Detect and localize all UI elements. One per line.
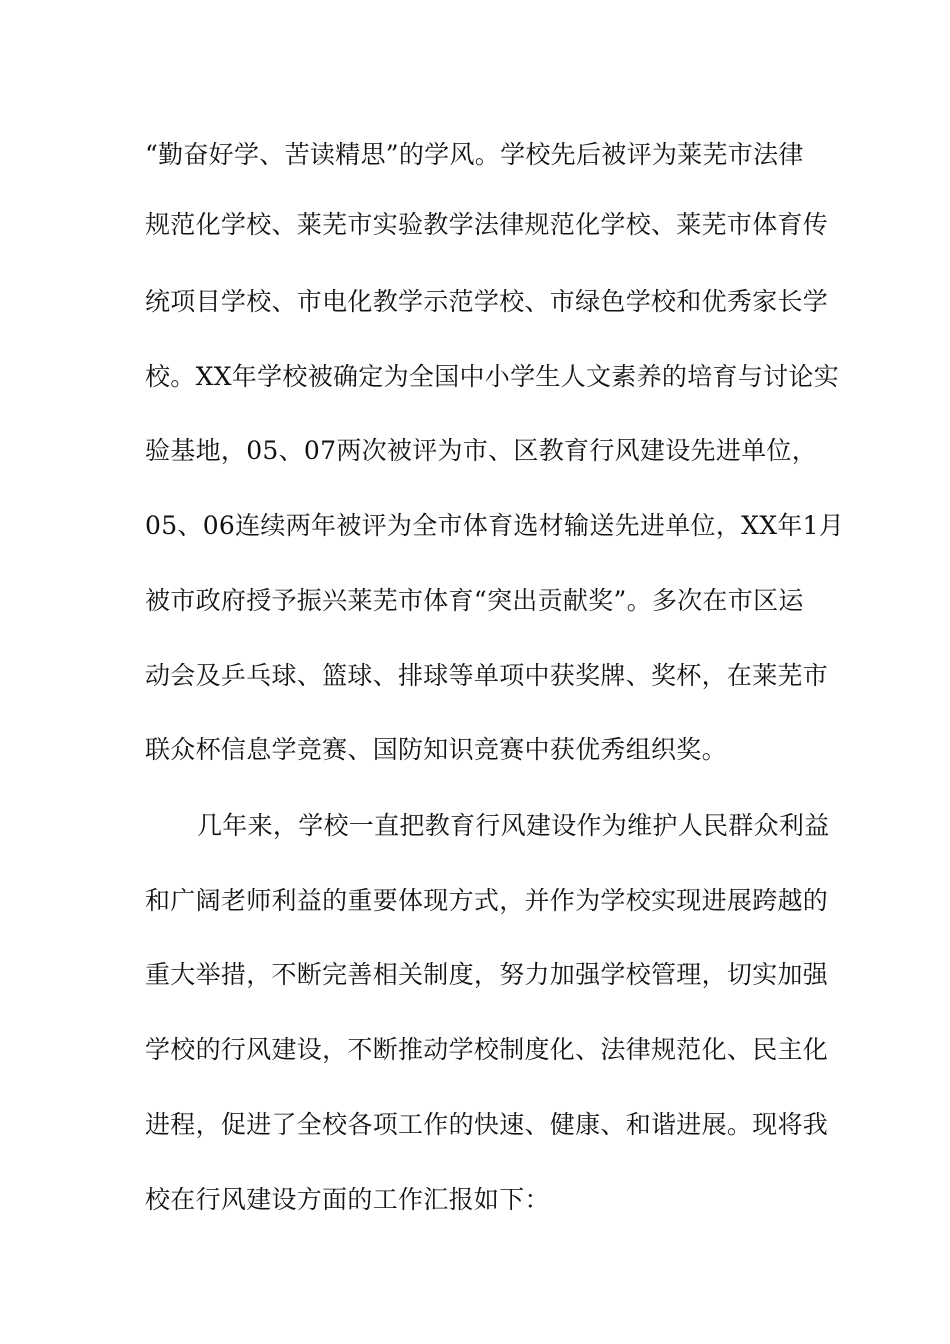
text-line: 学校的行风建设，不断推动学校制度化、法律规范化、民主化 [145,1035,829,1064]
text-line: 重大举措，不断完善相关制度，努力加强学校管理，切实加强 [145,960,829,989]
text-line: 联众杯信息学竞赛、国防知识竞赛中获优秀组织奖。 [145,735,727,764]
text-line: 被市政府授予振兴莱芜市体育“突出贡献奖”。多次在市区运 [145,586,804,615]
text-line: 校。XX年学校被确定为全国中小学生人文素养的培育与讨论实 [145,362,839,391]
text-line: 和广阔老师利益的重要体现方式，并作为学校实现进展跨越的 [145,886,829,915]
text-line: 05、06连续两年被评为全市体育选材输送先进单位，XX年1月 [145,511,845,540]
text-line: 动会及乒乓球、篮球、排球等单项中获奖牌、奖杯，在莱芜市 [145,661,829,690]
text-line: 验基地，05、07两次被评为市、区教育行风建设先进单位， [145,436,818,465]
text-line: “勤奋好学、苦读精思”的学风。学校先后被评为莱芜市法律 [145,140,804,169]
text-line: 校在行风建设方面的工作汇报如下： [145,1185,550,1214]
text-line: 统项目学校、市电化教学示范学校、市绿色学校和优秀家长学 [145,287,829,316]
text-line: 规范化学校、莱芜市实验教学法律规范化学校、莱芜市体育传 [145,210,829,239]
text-line: 进程，促进了全校各项工作的快速、健康、和谐进展。现将我 [145,1110,829,1139]
text-line: 几年来，学校一直把教育行风建设作为维护人民群众利益 [197,811,830,840]
